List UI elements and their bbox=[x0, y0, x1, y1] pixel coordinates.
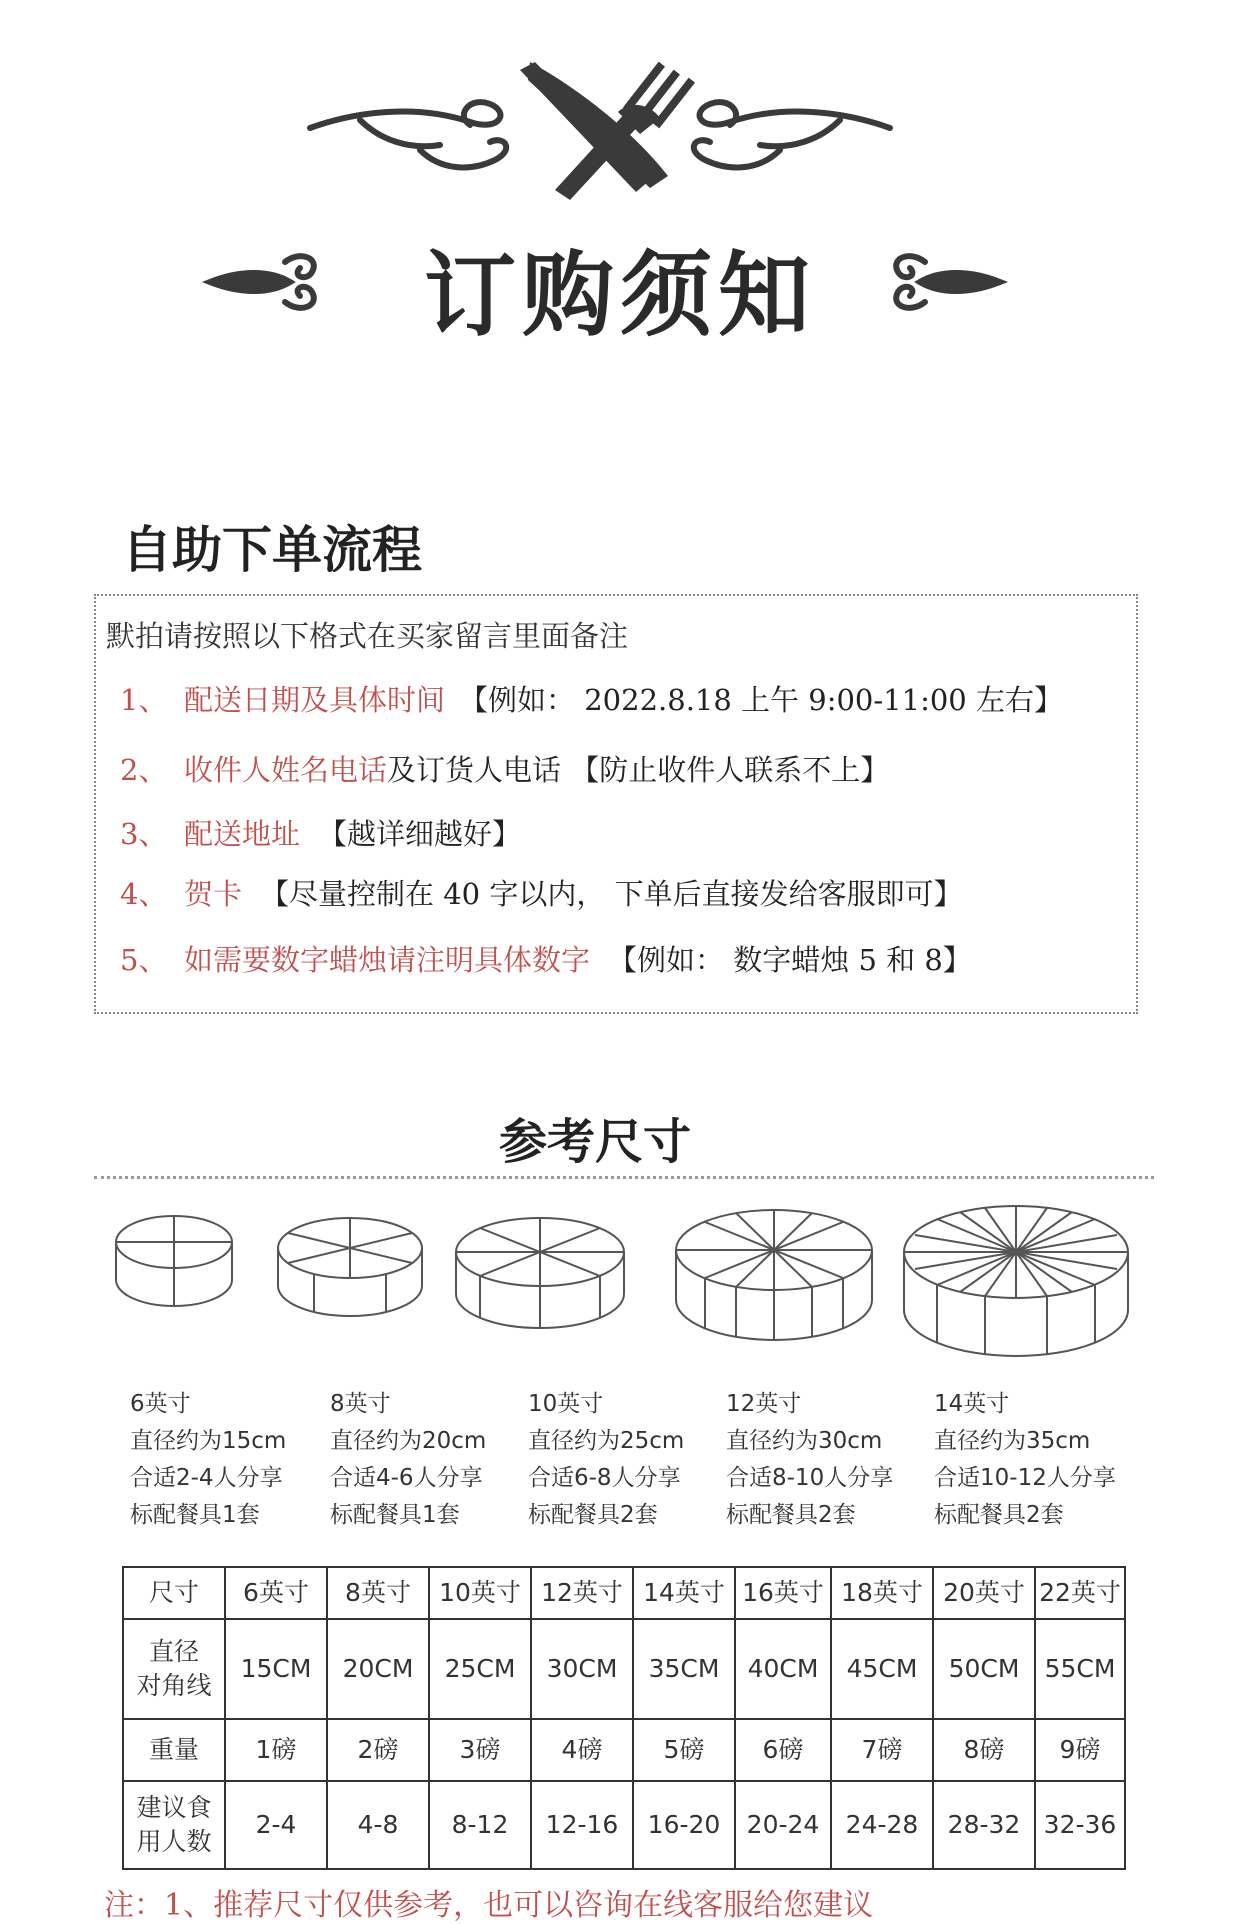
table-cell: 25CM bbox=[429, 1619, 531, 1719]
section-title-order-process: 自助下单流程 bbox=[122, 521, 422, 579]
footnote: 注：1、推荐尺寸仅供参考，也可以咨询在线客服给您建议 bbox=[104, 1888, 874, 1923]
row-label-line: 直径 bbox=[148, 1637, 199, 1666]
note-item bbox=[120, 872, 963, 913]
note-item-detail: 【越详细越好】 bbox=[318, 817, 522, 851]
cake-people: 合适10-12人分享 bbox=[934, 1465, 1116, 1491]
note-item-detail: 【尽量控制在 40 字以内， 下单后直接发给客服即可】 bbox=[260, 877, 963, 911]
cake-info-12 bbox=[726, 1386, 893, 1534]
row-label-line: 用人数 bbox=[136, 1827, 212, 1856]
row-label-line: 建议食 bbox=[136, 1793, 212, 1822]
note-item-number: 1、 bbox=[120, 683, 168, 717]
cake-size-label: 8英寸 bbox=[330, 1391, 391, 1417]
note-item-number: 4、 bbox=[120, 877, 168, 911]
table-cell: 55CM bbox=[1035, 1619, 1125, 1719]
cake-people: 合适6-8人分享 bbox=[528, 1465, 681, 1491]
cake-size-label: 12英寸 bbox=[726, 1391, 802, 1417]
table-cell: 4磅 bbox=[531, 1719, 633, 1781]
cake-size-label: 6英寸 bbox=[130, 1391, 191, 1417]
cake-6-inch-icon bbox=[116, 1216, 232, 1306]
note-intro: 默拍请按照以下格式在买家留言里面备注 bbox=[106, 619, 629, 653]
table-cell: 2磅 bbox=[327, 1719, 429, 1781]
table-row bbox=[123, 1619, 1125, 1719]
table-cell: 30CM bbox=[531, 1619, 633, 1719]
note-item bbox=[120, 938, 972, 979]
table-header-cell: 14英寸 bbox=[633, 1567, 735, 1619]
cake-diameter: 直径约为30cm bbox=[726, 1428, 883, 1454]
cake-info-14 bbox=[934, 1386, 1116, 1534]
table-header-cell: 22英寸 bbox=[1035, 1567, 1125, 1619]
cake-cutlery: 标配餐具2套 bbox=[934, 1502, 1064, 1528]
cake-cutlery: 标配餐具2套 bbox=[726, 1502, 856, 1528]
cake-cutlery: 标配餐具1套 bbox=[130, 1502, 260, 1528]
table-cell: 3磅 bbox=[429, 1719, 531, 1781]
table-header-row bbox=[123, 1567, 1125, 1619]
table-cell: 35CM bbox=[633, 1619, 735, 1719]
cake-people: 合适8-10人分享 bbox=[726, 1465, 894, 1491]
table-cell: 1磅 bbox=[225, 1719, 327, 1781]
section-title-reference-size: 参考尺寸 bbox=[498, 1114, 691, 1170]
note-item-label: 配送日期及具体时间 bbox=[184, 683, 446, 717]
cake-diameter: 直径约为15cm bbox=[130, 1428, 287, 1454]
cake-8-inch-icon bbox=[278, 1218, 422, 1316]
note-item-detail: 【例如： 数字蜡烛 5 和 8】 bbox=[608, 943, 972, 977]
cake-12-inch-icon bbox=[676, 1210, 872, 1340]
table-row bbox=[123, 1781, 1125, 1869]
table-cell: 28-32 bbox=[933, 1781, 1035, 1869]
table-cell: 40CM bbox=[735, 1619, 831, 1719]
table-cell: 9磅 bbox=[1035, 1719, 1125, 1781]
table-cell: 24-28 bbox=[831, 1781, 933, 1869]
cake-diameter: 直径约为20cm bbox=[330, 1428, 487, 1454]
table-header-cell: 8英寸 bbox=[327, 1567, 429, 1619]
table-cell: 8磅 bbox=[933, 1719, 1035, 1781]
cake-size-label: 14英寸 bbox=[934, 1391, 1010, 1417]
size-spec-table bbox=[122, 1566, 1126, 1870]
note-item-label: 收件人姓名电话 bbox=[184, 753, 388, 787]
cake-people: 合适4-6人分享 bbox=[330, 1465, 483, 1491]
table-cell: 4-8 bbox=[327, 1781, 429, 1869]
cake-diameter: 直径约为35cm bbox=[934, 1428, 1091, 1454]
table-cell: 45CM bbox=[831, 1619, 933, 1719]
cake-diameter: 直径约为25cm bbox=[528, 1428, 685, 1454]
table-cell: 20-24 bbox=[735, 1781, 831, 1869]
cake-10-inch-icon bbox=[456, 1218, 624, 1328]
note-item-label: 贺卡 bbox=[184, 877, 243, 911]
table-header-cell: 6英寸 bbox=[225, 1567, 327, 1619]
note-item bbox=[120, 748, 889, 789]
table-header-cell: 18英寸 bbox=[831, 1567, 933, 1619]
table-cell: 15CM bbox=[225, 1619, 327, 1719]
table-cell: 20CM bbox=[327, 1619, 429, 1719]
note-item-number: 5、 bbox=[120, 943, 168, 977]
table-cell: 2-4 bbox=[225, 1781, 327, 1869]
row-label-line: 对角线 bbox=[136, 1671, 212, 1700]
cake-cutlery: 标配餐具2套 bbox=[528, 1502, 658, 1528]
table-cell: 6磅 bbox=[735, 1719, 831, 1781]
table-header-cell: 20英寸 bbox=[933, 1567, 1035, 1619]
cake-14-inch-icon bbox=[904, 1206, 1128, 1356]
table-header-cell: 16英寸 bbox=[735, 1567, 831, 1619]
cake-size-label: 10英寸 bbox=[528, 1391, 604, 1417]
note-item-number: 2、 bbox=[120, 753, 168, 787]
note-item-number: 3、 bbox=[120, 817, 168, 851]
table-cell: 8-12 bbox=[429, 1781, 531, 1869]
note-item-detail: 【例如： 2022.8.18 上午 9:00-11:00 左右】 bbox=[459, 683, 1063, 717]
cake-info-6 bbox=[130, 1386, 286, 1534]
table-header-cell: 12英寸 bbox=[531, 1567, 633, 1619]
cake-info-10 bbox=[528, 1386, 684, 1534]
table-row bbox=[123, 1719, 1125, 1781]
note-item-label: 配送地址 bbox=[184, 817, 301, 851]
note-item bbox=[120, 812, 521, 853]
table-header-cell: 尺寸 bbox=[123, 1567, 225, 1619]
table-cell: 50CM bbox=[933, 1619, 1035, 1719]
table-cell: 5磅 bbox=[633, 1719, 735, 1781]
cake-people: 合适2-4人分享 bbox=[130, 1465, 283, 1491]
row-label-diameter bbox=[123, 1619, 225, 1719]
header-banner bbox=[0, 0, 1240, 360]
row-label-people bbox=[123, 1781, 225, 1869]
note-item-detail: 及订货人电话 【防止收件人联系不上】 bbox=[387, 753, 890, 787]
table-cell: 12-16 bbox=[531, 1781, 633, 1869]
table-cell: 7磅 bbox=[831, 1719, 933, 1781]
cake-cutlery: 标配餐具1套 bbox=[330, 1502, 460, 1528]
cake-size-illustration bbox=[0, 1200, 1240, 1390]
note-item bbox=[120, 678, 1063, 719]
cake-info-8 bbox=[330, 1386, 486, 1534]
table-cell: 32-36 bbox=[1035, 1781, 1125, 1869]
row-label-weight: 重量 bbox=[123, 1719, 225, 1781]
order-notes-box bbox=[94, 594, 1138, 1014]
note-item-label: 如需要数字蜡烛请注明具体数字 bbox=[184, 943, 591, 977]
table-cell: 16-20 bbox=[633, 1781, 735, 1869]
table-header-cell: 10英寸 bbox=[429, 1567, 531, 1619]
page-title: 订购须知 bbox=[423, 242, 816, 349]
divider bbox=[94, 1176, 1154, 1179]
